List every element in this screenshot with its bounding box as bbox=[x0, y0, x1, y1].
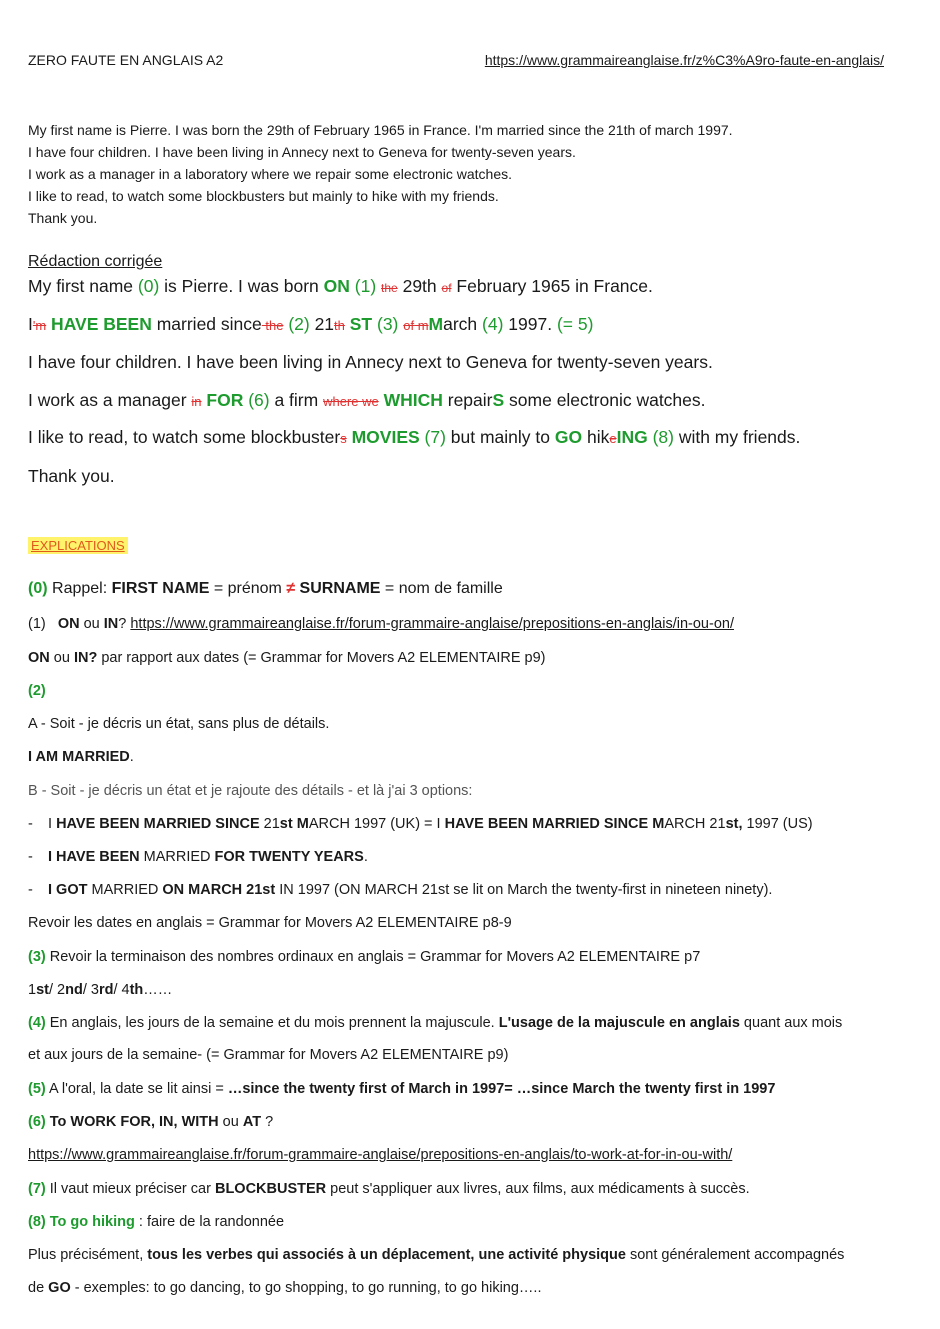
term: L'usage de la majuscule en anglais bbox=[498, 1015, 740, 1031]
correction-word: ST bbox=[344, 314, 373, 334]
explication-2c: B - Soit - je décris un état et je rajoute des détails - et là j'ai 3 options: bbox=[28, 783, 473, 799]
text: Il vaut mieux préciser car bbox=[45, 1181, 215, 1197]
text: ? bbox=[118, 616, 131, 632]
text: ou bbox=[49, 650, 74, 666]
not-equal-sign: ≠ bbox=[286, 580, 296, 597]
explication-1 bbox=[28, 616, 918, 632]
deleted-word: the bbox=[381, 281, 398, 295]
original-text bbox=[28, 119, 908, 229]
text: February 1965 in France. bbox=[451, 276, 653, 296]
text: My first name bbox=[28, 276, 138, 296]
text: 1997 (US) bbox=[742, 816, 813, 832]
explication-8 bbox=[28, 1214, 918, 1230]
explication-2b bbox=[28, 749, 918, 765]
ref-number: (0) bbox=[137, 276, 160, 296]
text: I work as a manager bbox=[28, 390, 192, 410]
correction-word: S bbox=[492, 390, 505, 410]
text: peut s'appliquer aux livres, aux films, aux médicaments à succès. bbox=[326, 1181, 750, 1197]
explication-2 bbox=[28, 683, 918, 699]
term: BLOCKBUSTER bbox=[214, 1181, 327, 1197]
deleted-word: 'm bbox=[32, 318, 47, 333]
text: / 2 bbox=[48, 982, 66, 998]
text: 21 bbox=[314, 314, 335, 334]
term: …since the twenty first of March in 1997= …since March the twenty first in 1997 bbox=[227, 1081, 776, 1097]
ref-number: (1) bbox=[28, 616, 46, 632]
correction-line-1 bbox=[28, 276, 923, 297]
deleted-word: of bbox=[403, 318, 415, 333]
explication-0 bbox=[28, 580, 918, 598]
deleted-word: in bbox=[191, 394, 202, 409]
term: HAVE BEEN MARRIED SINCE bbox=[56, 816, 260, 832]
explication-8c bbox=[28, 1280, 918, 1296]
term: M bbox=[296, 816, 309, 832]
text: I like to read, to watch some blockbuster bbox=[28, 427, 341, 447]
text: sont généralement accompagnés bbox=[625, 1247, 845, 1263]
deleted-word: m bbox=[414, 318, 429, 333]
correction-line-4 bbox=[28, 390, 923, 411]
term: M bbox=[652, 816, 665, 832]
text: repair bbox=[442, 390, 493, 410]
correction-line-6: Thank you. bbox=[28, 466, 115, 486]
explication-2f bbox=[28, 882, 918, 898]
term: IN bbox=[103, 616, 119, 632]
text: but mainly to bbox=[445, 427, 555, 447]
explication-2g: Revoir les dates en anglais = Grammar for Movers A2 ELEMENTAIRE p8-9 bbox=[28, 915, 512, 931]
term: To WORK FOR, IN, WITH bbox=[45, 1114, 219, 1130]
explications-tag: EXPLICATIONS bbox=[28, 537, 128, 554]
text: 1997. bbox=[503, 314, 557, 334]
text: ? bbox=[261, 1114, 274, 1130]
text: Rappel: bbox=[47, 580, 112, 597]
deleted-word: of bbox=[441, 281, 452, 295]
correction-line-2 bbox=[28, 314, 923, 335]
text: married since bbox=[151, 314, 262, 334]
bullet: - bbox=[28, 849, 33, 865]
text: 29th bbox=[397, 276, 442, 296]
deleted-word: the bbox=[261, 318, 284, 333]
text: ARCH 21 bbox=[664, 816, 726, 832]
explication-2e bbox=[28, 849, 918, 865]
correction-word: FOR bbox=[201, 390, 244, 410]
explication-1b bbox=[28, 650, 918, 666]
term: I GOT bbox=[48, 882, 88, 898]
text: par rapport aux dates (= Grammar for Movers A2 ELEMENTAIRE p9) bbox=[97, 650, 546, 666]
ref-number: (= 5) bbox=[556, 314, 594, 334]
ref-number: (1) bbox=[349, 276, 382, 296]
explication-6 bbox=[28, 1114, 918, 1130]
correction-line-3: I have four children. I have been living in Annecy next to Geneva for twenty-seven years. bbox=[28, 352, 713, 372]
text: . bbox=[363, 849, 368, 865]
text: I bbox=[48, 816, 57, 832]
term: ON bbox=[57, 616, 80, 632]
correction-title: Rédaction corrigée bbox=[28, 253, 163, 270]
original-line: Thank you. bbox=[28, 210, 98, 226]
text: quant aux mois bbox=[739, 1015, 843, 1031]
ref-number: (8) bbox=[28, 1214, 46, 1230]
term: GO bbox=[48, 1280, 71, 1296]
ref-number: (7) bbox=[419, 427, 446, 447]
explication-5 bbox=[28, 1081, 918, 1097]
text: Plus précisément, bbox=[28, 1247, 148, 1263]
correction-word: MOVIES bbox=[346, 427, 420, 447]
ref-number: (8) bbox=[647, 427, 674, 447]
deleted-word: where we bbox=[323, 394, 379, 409]
term: ON MARCH 21st bbox=[162, 882, 276, 898]
term: FIRST NAME bbox=[111, 580, 210, 597]
original-line: I like to read, to watch some blockbusters but mainly to hike with my friends. bbox=[28, 188, 499, 204]
ref-number: (3) bbox=[28, 949, 46, 965]
ref-number: (0) bbox=[28, 580, 48, 597]
term: th bbox=[129, 982, 144, 998]
explication-6-link-line bbox=[28, 1147, 918, 1163]
term: I HAVE BEEN bbox=[48, 849, 140, 865]
correction-word: WHICH bbox=[378, 390, 443, 410]
ref-number: (4) bbox=[28, 1015, 46, 1031]
correction-word: GO bbox=[554, 427, 583, 447]
explication-4b: et aux jours de la semaine- (= Grammar for Movers A2 ELEMENTAIRE p9) bbox=[28, 1047, 509, 1063]
ref-number: (4) bbox=[482, 314, 504, 334]
ref-number: (6) bbox=[28, 1114, 46, 1130]
original-line: My first name is Pierre. I was born the 29th of February 1965 in France. I'm married since the 21th of march 1997. bbox=[28, 122, 733, 138]
term: SURNAME bbox=[295, 580, 381, 597]
original-line: I have four children. I have been living in Annecy next to Geneva for twenty-seven years. bbox=[28, 144, 576, 160]
term: nd bbox=[65, 982, 83, 998]
text: 1 bbox=[28, 982, 37, 998]
reference-link[interactable]: https://www.grammaireanglaise.fr/forum-grammaire-anglaise/prepositions-en-anglais/to-work-at-for-in-ou-with/ bbox=[28, 1147, 733, 1163]
ref-number: (2) bbox=[28, 683, 46, 699]
text: with my friends. bbox=[673, 427, 801, 447]
term: st bbox=[279, 816, 293, 832]
term: I AM MARRIED bbox=[28, 749, 130, 765]
term: IN? bbox=[73, 650, 98, 666]
ref-number: (5) bbox=[28, 1081, 46, 1097]
text: a firm bbox=[269, 390, 324, 410]
term: tous les verbes qui associés à un déplacement, une activité physique bbox=[147, 1247, 626, 1263]
text: / 4 bbox=[113, 982, 130, 998]
reference-link[interactable]: https://www.grammaireanglaise.fr/forum-grammaire-anglaise/prepositions-en-anglais/in-ou-on/ bbox=[130, 616, 734, 632]
text: . bbox=[129, 749, 134, 765]
bullet: - bbox=[28, 816, 33, 832]
text: ARCH 1997 (UK) = I bbox=[308, 816, 445, 832]
text: ou bbox=[79, 616, 104, 632]
term: ON bbox=[28, 650, 50, 666]
explication-7 bbox=[28, 1181, 918, 1197]
correction-line-5 bbox=[28, 427, 923, 448]
text: some electronic watches. bbox=[504, 390, 706, 410]
text: MARRIED bbox=[139, 849, 215, 865]
text: En anglais, les jours de la semaine et du mois prennent la majuscule. bbox=[45, 1015, 499, 1031]
text: IN 1997 (ON MARCH 21st se lit on March the twenty-first in nineteen ninety). bbox=[275, 882, 773, 898]
correction-word: M bbox=[428, 314, 444, 334]
text: ou bbox=[218, 1114, 243, 1130]
deleted-word: e bbox=[609, 431, 617, 446]
ref-number: (3) bbox=[372, 314, 404, 334]
text: I bbox=[28, 314, 33, 334]
text: Revoir la terminaison des nombres ordinaux en anglais = Grammar for Movers A2 ELEMENTAIRE p7 bbox=[45, 949, 701, 965]
source-link[interactable]: https://www.grammaireanglaise.fr/z%C3%A9ro-faute-en-anglais/ bbox=[484, 52, 884, 68]
text: = prénom bbox=[209, 580, 287, 597]
explication-3b bbox=[28, 982, 918, 998]
correction-word: ON bbox=[323, 276, 350, 296]
text: / 3 bbox=[82, 982, 99, 998]
text: 21 bbox=[259, 816, 280, 832]
text: = nom de famille bbox=[380, 580, 503, 597]
text: arch bbox=[443, 314, 483, 334]
text: is Pierre. I was born bbox=[159, 276, 324, 296]
text: : faire de la randonnée bbox=[134, 1214, 285, 1230]
explication-3 bbox=[28, 949, 918, 965]
text: A l'oral, la date se lit ainsi = bbox=[45, 1081, 228, 1097]
ref-number: (6) bbox=[243, 390, 270, 410]
term: FOR TWENTY YEARS bbox=[214, 849, 364, 865]
text: hik bbox=[582, 427, 610, 447]
term: HAVE BEEN MARRIED SINCE bbox=[444, 816, 649, 832]
correction-word: ING bbox=[616, 427, 648, 447]
text: de bbox=[28, 1280, 49, 1296]
term: st, bbox=[725, 816, 743, 832]
term: To go hiking bbox=[45, 1214, 135, 1230]
term: st bbox=[36, 982, 49, 998]
explication-4 bbox=[28, 1015, 918, 1031]
page-header bbox=[28, 52, 884, 68]
explication-8b bbox=[28, 1247, 918, 1263]
deleted-word: th bbox=[334, 318, 345, 333]
ref-number: (7) bbox=[28, 1181, 46, 1197]
bullet: - bbox=[28, 882, 33, 898]
term: rd bbox=[98, 982, 114, 998]
ref-number: (2) bbox=[283, 314, 315, 334]
text: - exemples: to go dancing, to go shopping, to go running, to go hiking….. bbox=[70, 1280, 542, 1296]
text: MARRIED bbox=[87, 882, 163, 898]
term: AT bbox=[242, 1114, 262, 1130]
deleted-word: s bbox=[340, 431, 347, 446]
explication-2d bbox=[28, 816, 918, 832]
text: …… bbox=[143, 982, 173, 998]
doc-title: ZERO FAUTE EN ANGLAIS A2 bbox=[28, 52, 224, 68]
original-line: I work as a manager in a laboratory where we repair some electronic watches. bbox=[28, 166, 512, 182]
correction-word: HAVE BEEN bbox=[46, 314, 152, 334]
explication-2a: A - Soit - je décris un état, sans plus de détails. bbox=[28, 716, 330, 732]
